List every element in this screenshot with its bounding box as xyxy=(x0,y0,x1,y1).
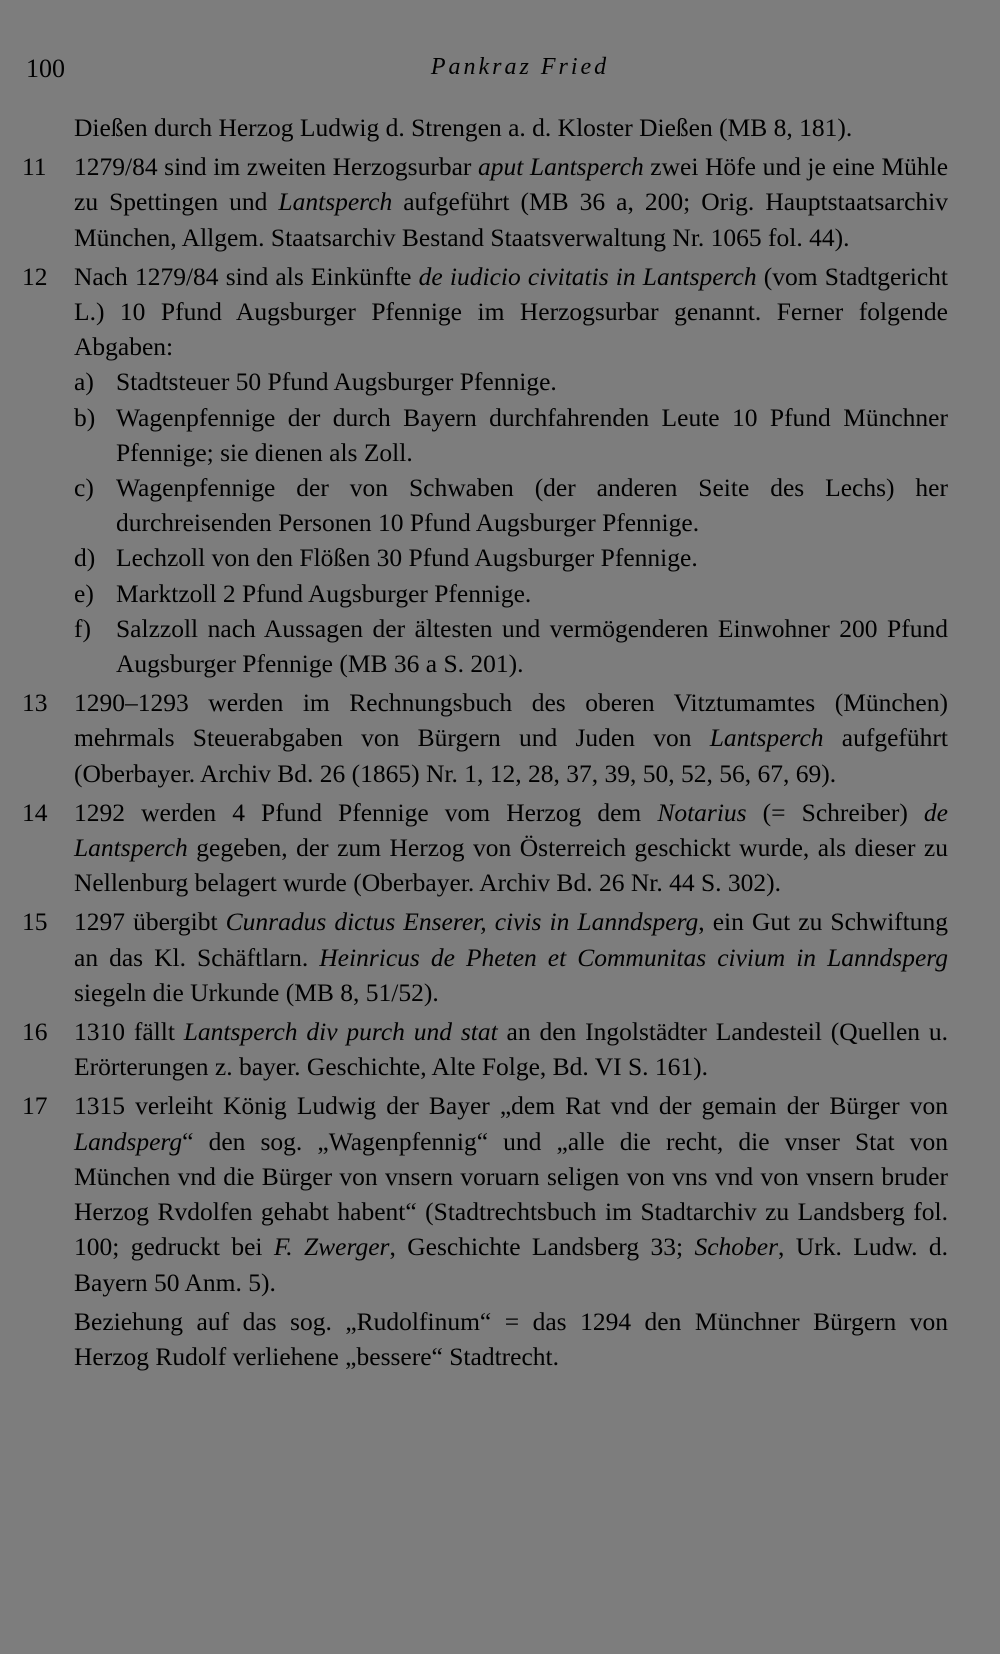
note-number: 12 xyxy=(22,261,48,291)
note-11 xyxy=(18,149,948,255)
note-text: Nach 1279/84 sind als Einkünfte de iudicio civitatis in Lantsperch (vom Stadtgericht L.) 10 Pfund Augsburger Pfennige im Herzogsurbar genannt. Ferner folgende Abgaben: a) Stadtsteuer 50 Pfund Augsburger Pfennige. b) Wagenpfennige der durch Bayern durchfahrenden Leute 10 Pfund Münchner Pfennige; sie dienen als Zoll. c) Wagenpfennige der von Schwaben (der anderen Seite des Lechs) her durchreisenden Personen 10 Pfund Augsburger Pfennige. d) Lechzoll von den Flößen 30 Pfund Augsburger Pfennige. e) Marktzoll 2 Pfund Augsburger Pfennige. f) Salzzoll nach Aussagen der ältesten und vermögenderen Einwohner 200 Pfund Augsburger Pfennige (MB 36 a S. 201). xyxy=(74,259,948,681)
note-15 xyxy=(18,904,948,1010)
note-number: 17 xyxy=(22,1091,48,1121)
list-item: e) Marktzoll 2 Pfund Augsburger Pfennige. xyxy=(74,578,532,608)
note-number: 13 xyxy=(22,688,48,718)
list-item: f) Salzzoll nach Aussagen der ältesten und vermögenderen Einwohner 200 Pfund Augsburger Pfennige (MB 36 a S. 201). xyxy=(74,613,948,679)
note-text: 1279/84 sind im zweiten Herzogsurbar aput Lantsperch zwei Höfe und je eine Mühle zu Spettingen und Lantsperch aufgeführt (MB 36 a, 200; Orig. Hauptstaatsarchiv München, Allgem. Staatsarchiv Bestand Staatsverwaltung Nr. 1065 fol. 44). xyxy=(74,152,949,252)
note-17 xyxy=(18,1088,948,1299)
note-14 xyxy=(18,795,948,901)
page-number: 100 xyxy=(26,54,65,83)
note-text: 1290–1293 werden im Rechnungsbuch des oberen Vitztumamtes (München) mehrmals Steuerabgaben von Bürgern und Juden von Lantsperch aufgeführt (Oberbayer. Archiv Bd. 26 (1865) Nr. 1, 12, 28, 37, 39, 50, 52, 56, 67, 69). xyxy=(74,688,948,788)
note-13 xyxy=(18,685,948,791)
note-16 xyxy=(18,1014,948,1084)
note-number: 11 xyxy=(22,152,47,182)
note-text: Dießen durch Herzog Ludwig d. Strengen a. d. Kloster Dießen (MB 8, 181). xyxy=(74,113,853,142)
note-text: 1297 übergibt Cunradus dictus Enserer, civis in Lanndsperg, ein Gut zu Schwiftung an das Kl. Schäftlarn. Heinricus de Pheten et Communitas civium in Lanndsperg siegeln die Urkunde (MB 8, 51/52). xyxy=(74,907,948,1007)
note-number: 15 xyxy=(22,907,48,937)
note-17-continuation: Beziehung auf das sog. „Rudolfinum“ = das 1294 den Münchner Bürgern von Herzog Rudolf verliehene „bessere“ Stadtrecht. xyxy=(74,1306,948,1371)
list-item: c) Wagenpfennige der von Schwaben (der anderen Seite des Lechs) her durchreisenden Personen 10 Pfund Augsburger Pfennige. xyxy=(74,473,948,538)
list-item: b) Wagenpfennige der durch Bayern durchfahrenden Leute 10 Pfund Münchner Pfennige; sie dienen als Zoll. xyxy=(74,402,948,467)
list-item: d) Lechzoll von den Flößen 30 Pfund Augsburger Pfennige. xyxy=(74,543,698,573)
note-number: 14 xyxy=(22,797,48,827)
running-head: Pankraz Fried xyxy=(430,54,610,80)
body-text xyxy=(18,110,948,1374)
note-number: 16 xyxy=(22,1017,48,1047)
note-text: 1315 verleiht König Ludwig der Bayer „dem Rat vnd der gemain der Bürger von Landsperg“ den sog. „Wagenpfennig“ und „alle die recht, die vnser Stat von München vnd die Bürger von vnsern voruarn seligen von vns vnd von vnsern bruder Herzog Rvdolfen gehabt habent“ (Stadtrechtsbuch im Stadtarchiv zu Landsberg fol. 100; gedruckt bei F. Zwerger, Geschichte Landsberg 33; Schober, Urk. Ludw. d. Bayern 50 Anm. 5). xyxy=(74,1091,948,1297)
note-text: 1310 fällt Lantsperch div purch und stat an den Ingolstädter Landesteil (Quellen u. Erörterungen z. bayer. Geschichte, Alte Folge, Bd. VI S. 161). xyxy=(74,1017,948,1082)
note-12 xyxy=(18,259,948,681)
note-10-continued xyxy=(18,110,948,145)
note-text: 1292 werden 4 Pfund Pfennige vom Herzog dem Notarius (= Schreiber) de Lantsperch gegeben, der zum Herzog von Österreich geschickt wurde, als dieser zu Nellenburg belagert wurde (Oberbayer. Archiv Bd. 26 Nr. 44 S. 302). xyxy=(74,797,948,898)
list-item: a) Stadtsteuer 50 Pfund Augsburger Pfennige. xyxy=(74,367,557,397)
